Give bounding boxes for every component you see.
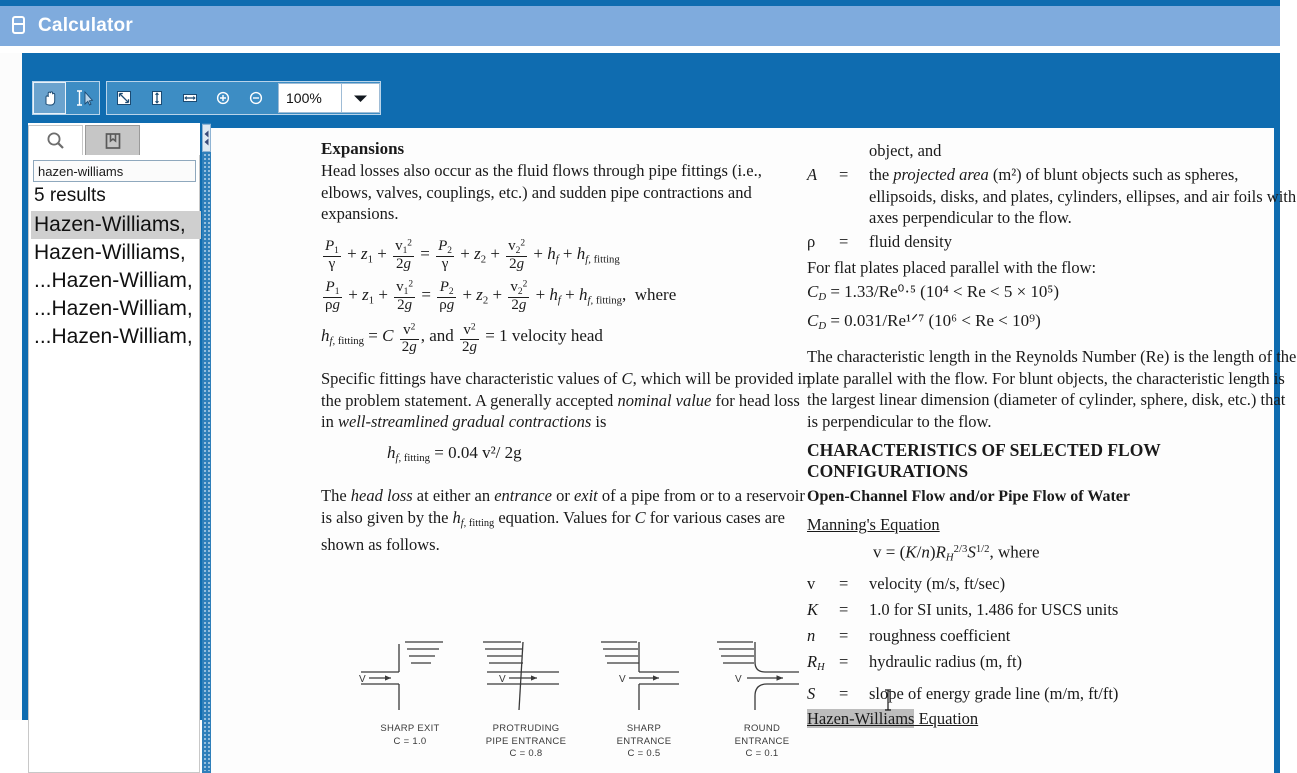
calculator-icon bbox=[12, 16, 29, 36]
zoom-in-tool-button[interactable] bbox=[206, 82, 239, 114]
hand-icon bbox=[40, 88, 60, 108]
text-frag: is bbox=[591, 412, 607, 432]
zoom-out-tool-button[interactable] bbox=[239, 82, 272, 114]
definition-rho: ρ = fluid density bbox=[807, 229, 1297, 255]
search-side-panel bbox=[28, 123, 200, 773]
zoom-level-value[interactable]: 100% bbox=[279, 84, 341, 112]
figure-protruding-pipe-entrance bbox=[467, 636, 585, 761]
caption-line: C = 1.0 bbox=[393, 735, 427, 747]
caption-line: ROUND bbox=[743, 723, 781, 734]
svg-text:V: V bbox=[619, 674, 626, 685]
figure-caption bbox=[585, 723, 703, 761]
figure-sharp-exit bbox=[351, 636, 469, 748]
list-item[interactable]: ...Hazen-William, bbox=[34, 269, 193, 292]
title-bar bbox=[0, 6, 1280, 46]
text-frag: equation. Values for bbox=[494, 507, 635, 527]
text-frag: or bbox=[551, 486, 574, 506]
text-nominal-value: nominal value bbox=[617, 390, 712, 410]
heading-characteristics: CHARACTERISTICS OF SELECTED FLOW CONFIGURATIONS bbox=[807, 440, 1161, 482]
svg-text:V: V bbox=[499, 674, 506, 685]
equation-bernoulli-rho-g: $\frac{P_1}{\rho g}$ + $z_1$ + $\frac{v_1^2}{2g}$ = $\frac{P_2}{\rho g}$ + $z_2$ + $\frac{v_2^2}{2g}$ + $h_f + h_{f, fitting}$, where bbox=[325, 278, 677, 314]
heading-tail: Equation bbox=[914, 709, 979, 729]
pdf-toolbar bbox=[22, 75, 1280, 121]
left-column bbox=[321, 128, 811, 556]
equals-sign: = bbox=[839, 231, 849, 251]
window-title: Calculator bbox=[38, 15, 133, 36]
equation-cd-1: $C_D = 1.33/Re^0\cdot^5$ (10⁴ < Re < 5 × 10⁵) bbox=[807, 282, 1059, 304]
title-gap bbox=[0, 46, 1280, 53]
search-field-wrapper[interactable] bbox=[33, 160, 196, 182]
symbol-rho: ρ bbox=[807, 231, 816, 251]
caption-line: C = 0.8 bbox=[509, 748, 543, 759]
page-columns bbox=[211, 128, 1297, 773]
tab-search[interactable] bbox=[28, 125, 83, 155]
search-panel-body bbox=[28, 155, 200, 773]
figure-caption bbox=[703, 723, 821, 761]
definition-RH: $R_H$ = hydraulic radius (m, ft) bbox=[807, 651, 1023, 674]
app-content bbox=[0, 53, 1297, 759]
equation-manning: $v = (K/n)R_H^{2/3}S^{1/2}$, where bbox=[873, 542, 1040, 564]
fit-page-tool-button[interactable] bbox=[107, 82, 140, 114]
equation-contraction-rhs: = 0.04 v²/ 2g bbox=[434, 442, 522, 462]
text-frag: (m²) of blunt objects such as spheres, ellipsoids, disks, and plates, cylinders, ellipses, and air foils with axes perpendicular to the flow. bbox=[869, 165, 1297, 227]
section-heading-expansions: Expansions bbox=[321, 139, 405, 158]
caption-line: C = 0.1 bbox=[745, 748, 779, 759]
definition-A bbox=[807, 164, 1297, 229]
search-input[interactable] bbox=[34, 163, 216, 180]
caption-line: C = 0.5 bbox=[627, 748, 661, 759]
list-item[interactable]: Hazen-Williams, bbox=[34, 241, 186, 264]
horizontal-arrows-icon bbox=[180, 88, 200, 108]
equation-cd-2: $C_D$ = 0.031/Re¹ᐟ⁷ (10⁶ < Re < 10⁹) bbox=[807, 311, 1041, 333]
definition-v: v = velocity (m/s, ft/sec) bbox=[807, 573, 1006, 593]
equals-sign: = bbox=[839, 165, 849, 184]
hand-tool-button[interactable] bbox=[33, 82, 66, 114]
figure-caption bbox=[351, 723, 469, 748]
text-frag: , which will be provided in the problem statement. A generally accepted bbox=[321, 369, 811, 410]
text-exit: exit bbox=[573, 486, 598, 506]
toolbar-group-navigation bbox=[32, 81, 100, 115]
symbol-C: C bbox=[621, 369, 633, 389]
fit-height-tool-button[interactable] bbox=[140, 82, 173, 114]
caption-line: ENTRANCE bbox=[616, 735, 672, 747]
equation-manning-tail: , where bbox=[989, 542, 1040, 562]
caption-line: ENTRANCE bbox=[734, 735, 790, 747]
result-count-label: 5 results bbox=[34, 185, 106, 206]
definition-K: K = 1.0 for SI units, 1.486 for USCS units bbox=[807, 599, 1119, 619]
paragraph-head-loss-entrance: The head loss at either an entrance or exit of a pipe from or to a reservoir is also given by the $h_{f, fitting}$ equation. Values for C for various cases are shown as follows. bbox=[321, 486, 805, 555]
document-viewport[interactable] bbox=[211, 123, 1297, 773]
svg-text:V: V bbox=[359, 674, 366, 685]
svg-text:V: V bbox=[735, 674, 742, 685]
text-entrance: entrance bbox=[494, 486, 552, 506]
sharp-entrance-diagram bbox=[585, 636, 703, 716]
paragraph-flat-plates: For flat plates placed parallel with the flow: bbox=[807, 257, 1097, 277]
heading-hazen-williams-equation bbox=[807, 708, 1297, 729]
text-head-loss: head loss bbox=[350, 486, 413, 506]
figure-caption bbox=[467, 723, 585, 761]
text-frag: of a pipe from or to a reservoir is also given by the bbox=[321, 486, 805, 527]
diagonal-arrow-icon bbox=[114, 88, 134, 108]
sharp-exit-diagram bbox=[351, 636, 469, 716]
zoom-level-control[interactable] bbox=[278, 83, 380, 113]
protruding-pipe-entrance-diagram bbox=[467, 636, 585, 716]
text-object-and: object, and bbox=[869, 141, 942, 160]
round-entrance-diagram bbox=[703, 636, 821, 716]
text-cursor-icon bbox=[72, 88, 94, 108]
vertical-arrows-icon bbox=[147, 88, 167, 108]
bookmark-icon bbox=[103, 131, 123, 151]
splitter-grip[interactable] bbox=[203, 153, 210, 771]
equation-bernoulli-gamma: $\frac{P_1}{\gamma}$ + $z_1$ + $\frac{v_1^2}{2g}$ = $\frac{P_2}{\gamma}$ + $z_2$ + $\frac{v_2^2}{2g}$ + $h_f + h_{f, fitting}$ bbox=[325, 237, 620, 272]
search-results-list bbox=[31, 211, 201, 351]
text-select-tool-button[interactable] bbox=[66, 82, 99, 114]
document-page bbox=[211, 128, 1297, 773]
text-cursor bbox=[884, 689, 886, 709]
side-panel-tabs bbox=[28, 123, 200, 155]
text-frag: at either an bbox=[412, 486, 495, 506]
heading-mannings-equation: Manning's Equation bbox=[807, 515, 940, 535]
equation-cd-1-rhs: = 1.33/Re⁰·⁵ (10⁴ < Re < 5 × 10⁵) bbox=[830, 282, 1059, 301]
figure-sharp-entrance bbox=[585, 636, 703, 761]
caption-line: PROTRUDING bbox=[492, 723, 560, 734]
equation-hf-fitting: $h_{f, fitting} = C$ $\frac{v^2}{2g}$ , and $\frac{v^2}{2g}$ = 1 velocity head bbox=[321, 322, 603, 355]
equation-contraction: $h_{f, fitting} = 0.04$ v²/ 2g bbox=[387, 442, 522, 465]
toolbar-group-zoom bbox=[106, 81, 381, 115]
zoom-in-icon bbox=[213, 88, 233, 108]
text-well-streamlined: well-streamlined gradual contractions bbox=[337, 412, 592, 432]
figure-row-entrance-exit bbox=[351, 636, 821, 771]
panel-splitter[interactable] bbox=[202, 123, 211, 773]
text-projected-area: projected area bbox=[893, 165, 989, 184]
equation-cd-2-rhs: = 0.031/Re¹ᐟ⁷ (10⁶ < Re < 10⁹) bbox=[830, 311, 1041, 331]
right-column bbox=[807, 128, 1297, 729]
panel-collapse-button[interactable] bbox=[202, 124, 211, 152]
definition-S: S = slope of energy grade line (m/m, ft/ft) bbox=[807, 684, 1119, 704]
text-frag: The bbox=[321, 486, 351, 506]
paragraph-head-losses: Head losses also occur as the fluid flows through pipe fittings (i.e., elbows, valves, couplings, etc.) and sudden pipe contractions and expansions. bbox=[321, 161, 762, 223]
manning-definitions bbox=[807, 571, 1297, 707]
figure-round-entrance bbox=[703, 636, 821, 761]
heading-open-channel: Open-Channel Flow and/or Pipe Flow of Water bbox=[807, 488, 1130, 506]
text-frag: the bbox=[869, 165, 894, 184]
symbol-C2: C bbox=[634, 507, 646, 527]
text-frag: for various cases are shown as follows. bbox=[321, 507, 785, 555]
caption-line: SHARP EXIT bbox=[380, 723, 440, 734]
search-icon bbox=[45, 130, 66, 151]
paragraph-specific-fittings bbox=[321, 368, 811, 433]
list-item[interactable]: ...Hazen-William, bbox=[34, 297, 193, 320]
zoom-dropdown-button[interactable] bbox=[341, 84, 379, 112]
fit-width-tool-button[interactable] bbox=[173, 82, 206, 114]
tab-bookmarks[interactable] bbox=[85, 125, 140, 155]
text-frag: for head loss in bbox=[321, 390, 800, 432]
list-item[interactable]: Hazen-Williams, bbox=[31, 211, 201, 239]
definition-n: n = roughness coefficient bbox=[807, 625, 1011, 645]
symbol-A: A bbox=[807, 165, 818, 184]
zoom-out-icon bbox=[246, 88, 266, 108]
caption-line: SHARP bbox=[626, 723, 662, 734]
chevron-down-icon bbox=[352, 93, 369, 104]
list-item[interactable]: ...Hazen-William, bbox=[34, 325, 193, 348]
double-chevron-left-icon bbox=[203, 129, 210, 147]
search-highlight: Hazen-Williams bbox=[807, 709, 915, 729]
text-frag: Specific fittings have characteristic values of bbox=[321, 369, 622, 389]
caption-line: PIPE ENTRANCE bbox=[485, 735, 567, 747]
paragraph-characteristic-length: The characteristic length in the Reynolds Number (Re) is the length of the plate parallel with the flow. For blunt objects, the characteristic length is the largest linear dimension (diameter of cylinder, sphere, disk, etc.) that is perpendicular to the flow. bbox=[807, 347, 1297, 431]
